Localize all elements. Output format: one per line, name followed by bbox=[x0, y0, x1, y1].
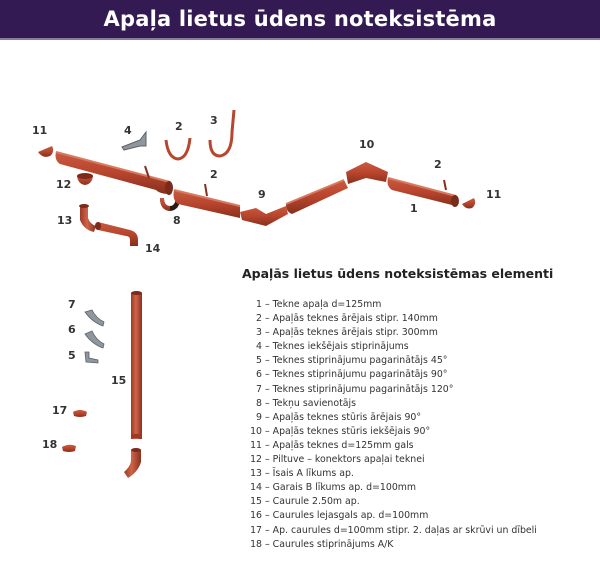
part-1-gutter-middle bbox=[174, 184, 241, 218]
part-1-gutter-right bbox=[388, 178, 460, 207]
legend-item-number: 7 bbox=[256, 383, 262, 395]
label-14: 14 bbox=[145, 242, 161, 255]
label-2: 2 bbox=[175, 120, 183, 133]
legend-item-text: – Teknes iekšējais stiprinājums bbox=[265, 341, 409, 353]
label-12: 12 bbox=[56, 178, 72, 191]
legend-item-number: 4 bbox=[256, 341, 262, 353]
label-18: 18 bbox=[42, 438, 58, 451]
label-2: 2 bbox=[434, 158, 442, 171]
legend-item-number: 6 bbox=[256, 369, 262, 381]
part-18-pipe-clip bbox=[62, 445, 76, 452]
legend-item-text: – Apaļās teknes d=125mm gals bbox=[265, 439, 414, 451]
part-10-inner-corner bbox=[346, 162, 388, 184]
legend-item-text: – Caurules lejasgals ap. d=100mm bbox=[265, 510, 429, 522]
part-12-funnel bbox=[77, 173, 93, 185]
label-7: 7 bbox=[68, 298, 76, 311]
legend-item bbox=[244, 326, 537, 340]
part-13-short-elbow bbox=[79, 204, 96, 232]
part-9-outer-corner bbox=[240, 206, 288, 226]
legend-item bbox=[244, 439, 537, 453]
part-14-long-elbow bbox=[95, 222, 138, 246]
label-9: 9 bbox=[258, 188, 266, 201]
legend-item-number: 17 bbox=[250, 524, 262, 536]
label-4: 4 bbox=[124, 124, 132, 137]
legend-item-text: – Apaļās teknes ārējais stipr. 300mm bbox=[265, 327, 438, 339]
legend-item-number: 14 bbox=[250, 482, 262, 494]
label-10: 10 bbox=[359, 138, 375, 151]
label-1: 1 bbox=[410, 202, 418, 215]
legend-item bbox=[244, 368, 537, 382]
part-6-bracket-extension-90 bbox=[85, 331, 104, 348]
legend-item-number: 11 bbox=[250, 439, 262, 451]
part-15-downpipe bbox=[131, 291, 142, 439]
part-16-downpipe-outlet bbox=[124, 448, 141, 478]
label-15: 15 bbox=[111, 374, 127, 387]
legend-item-text: – Caurule 2.50m ap. bbox=[265, 496, 360, 508]
legend-item bbox=[244, 397, 537, 411]
page-title: Apaļa lietus ūdens noteksistēma bbox=[103, 7, 497, 31]
label-11: 11 bbox=[486, 188, 502, 201]
legend-item bbox=[244, 383, 537, 397]
legend-item bbox=[244, 425, 537, 439]
part-5-bracket-extension-45 bbox=[85, 352, 98, 363]
label-13: 13 bbox=[57, 214, 73, 227]
legend-item bbox=[244, 524, 537, 538]
legend-item bbox=[244, 312, 537, 326]
label-17: 17 bbox=[52, 404, 68, 417]
label-2: 2 bbox=[210, 168, 218, 181]
label-11: 11 bbox=[32, 124, 48, 137]
legend-item bbox=[244, 354, 537, 368]
part-1-gutter-left bbox=[56, 152, 174, 195]
legend-item-text: – Piltuve – konektors apaļai teknei bbox=[265, 454, 425, 466]
legend-item bbox=[244, 538, 537, 552]
legend-title: Apaļās lietus ūdens noteksistēmas elementi bbox=[242, 266, 554, 281]
label-8: 8 bbox=[173, 214, 181, 227]
label-6: 6 bbox=[68, 323, 76, 336]
legend-item-text: – Apaļās teknes stūris iekšējais 90° bbox=[265, 425, 431, 437]
legend-item-number: 8 bbox=[256, 397, 262, 409]
legend-item-text: – Tekne apaļa d=125mm bbox=[265, 299, 382, 310]
legend-item-text: – Caurules stiprinājums A/K bbox=[265, 538, 394, 550]
part-2-hanger-140 bbox=[166, 138, 190, 159]
legend-item bbox=[244, 467, 537, 481]
part-11-end-cap-left bbox=[38, 146, 53, 157]
legend-item-number: 16 bbox=[250, 510, 262, 522]
part-1-gutter-right-middle bbox=[286, 180, 348, 214]
legend-item-number: 10 bbox=[250, 425, 262, 437]
legend-item-number: 5 bbox=[256, 355, 262, 367]
legend-item-text: – Teknes stiprinājumu pagarinātājs 120° bbox=[265, 383, 454, 395]
legend-item-text: – Ap. caurules d=100mm stipr. 2. daļas ar skrūvi un dībeli bbox=[265, 524, 537, 536]
legend-item bbox=[244, 495, 537, 509]
legend-item bbox=[244, 340, 537, 354]
legend-item bbox=[244, 481, 537, 495]
legend-item-number: 2 bbox=[256, 313, 262, 325]
legend-item-text: – Apaļās teknes stūris ārējais 90° bbox=[265, 411, 422, 423]
legend-item-number: 9 bbox=[256, 411, 262, 423]
legend-list bbox=[244, 298, 537, 552]
label-5: 5 bbox=[68, 349, 76, 362]
legend-item-text: – Teknes stiprinājumu pagarinātājs 90° bbox=[265, 369, 448, 381]
legend-item-text: – Garais B līkums ap. d=100mm bbox=[265, 482, 417, 494]
legend-item bbox=[244, 298, 537, 312]
part-7-bracket-extension-120 bbox=[85, 310, 104, 326]
legend-item-number: 15 bbox=[250, 496, 262, 508]
legend-item-text: – Tekņu savienotājs bbox=[265, 397, 356, 409]
legend-item-text: – Īsais A līkums ap. bbox=[265, 468, 354, 480]
label-3: 3 bbox=[210, 114, 218, 127]
legend-item bbox=[244, 411, 537, 425]
legend-item-number: 18 bbox=[250, 538, 262, 550]
legend-item bbox=[244, 453, 537, 467]
legend-item-text: – Teknes stiprinājumu pagarinātājs 45° bbox=[265, 355, 448, 367]
legend-item-number: 13 bbox=[250, 468, 262, 480]
legend-item-number: 1 bbox=[256, 299, 262, 310]
legend-item-number: 12 bbox=[250, 454, 262, 466]
legend-item-text: – Apaļās teknes ārējais stipr. 140mm bbox=[265, 313, 438, 325]
legend-item-number: 3 bbox=[256, 327, 262, 339]
legend-item bbox=[244, 509, 537, 523]
part-17-pipe-bracket bbox=[73, 410, 87, 417]
part-11-end-cap-right bbox=[462, 198, 475, 209]
